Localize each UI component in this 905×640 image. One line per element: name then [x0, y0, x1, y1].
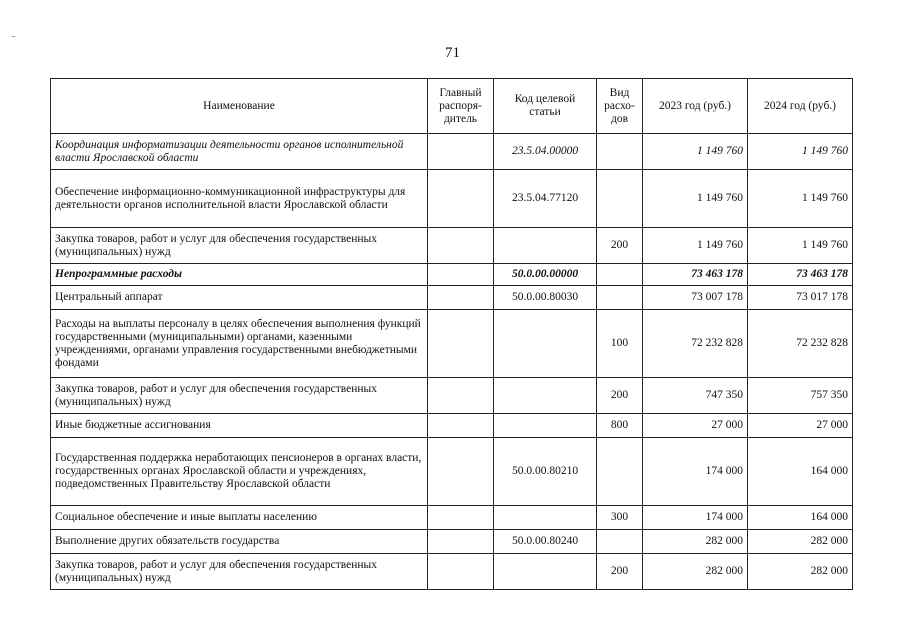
- cell-2023: 72 232 828: [643, 310, 748, 378]
- table-row: [51, 134, 853, 170]
- table-row: [51, 414, 853, 438]
- cell-2023: 174 000: [643, 506, 748, 530]
- cell-2023: 282 000: [643, 554, 748, 590]
- cell-exp-type: [597, 530, 643, 554]
- cell-2024: 282 000: [748, 554, 853, 590]
- cell-admin: [428, 134, 494, 170]
- cell-exp-type: [597, 170, 643, 228]
- cell-2023: 73 463 178: [643, 264, 748, 286]
- cell-code: 23.5.04.00000: [494, 134, 597, 170]
- cell-name: Государственная поддержка неработающих пенсионеров в органах власти, государственных органах Ярославской области и учреждениях, подведомственных Правительству Ярославской области: [51, 438, 428, 506]
- cell-name: Закупка товаров, работ и услуг для обеспечения государственных (муниципальных) нужд: [51, 554, 428, 590]
- cell-name: Иные бюджетные ассигнования: [51, 414, 428, 438]
- cell-2024: 73 463 178: [748, 264, 853, 286]
- cell-2023: 1 149 760: [643, 228, 748, 264]
- cell-code: 23.5.04.77120: [494, 170, 597, 228]
- cell-code: [494, 310, 597, 378]
- table-body: [51, 134, 853, 590]
- cell-2024: 1 149 760: [748, 170, 853, 228]
- cell-admin: [428, 310, 494, 378]
- cell-exp-type: [597, 134, 643, 170]
- cell-admin: [428, 530, 494, 554]
- budget-table: [50, 78, 853, 590]
- cell-name: Непрограммные расходы: [51, 264, 428, 286]
- table-row: [51, 170, 853, 228]
- cell-admin: [428, 554, 494, 590]
- cell-2024: 757 350: [748, 378, 853, 414]
- cell-2023: 27 000: [643, 414, 748, 438]
- cell-2024: 1 149 760: [748, 134, 853, 170]
- cell-code: [494, 506, 597, 530]
- cell-2024: 282 000: [748, 530, 853, 554]
- cell-exp-type: 200: [597, 378, 643, 414]
- cell-admin: [428, 506, 494, 530]
- cell-name: Центральный аппарат: [51, 286, 428, 310]
- cell-name: Выполнение других обязательств государства: [51, 530, 428, 554]
- cell-2023: 282 000: [643, 530, 748, 554]
- table-row: [51, 228, 853, 264]
- cell-exp-type: 100: [597, 310, 643, 378]
- cell-exp-type: 200: [597, 228, 643, 264]
- page-number: 71: [445, 45, 460, 61]
- cell-code: 50.0.00.80030: [494, 286, 597, 310]
- cell-code: [494, 378, 597, 414]
- header-code: Код целевой статьи: [494, 79, 597, 134]
- cell-admin: [428, 438, 494, 506]
- cell-2024: 27 000: [748, 414, 853, 438]
- header-exp-type: Вид расхо-дов: [597, 79, 643, 134]
- table-row: [51, 310, 853, 378]
- cell-admin: [428, 264, 494, 286]
- cell-name: Закупка товаров, работ и услуг для обеспечения государственных (муниципальных) нужд: [51, 228, 428, 264]
- table-row: [51, 554, 853, 590]
- table-row: [51, 286, 853, 310]
- cell-name: Координация информатизации деятельности органов исполнительной власти Ярославской области: [51, 134, 428, 170]
- cell-code: 50.0.00.80240: [494, 530, 597, 554]
- cell-exp-type: 200: [597, 554, 643, 590]
- cell-code: [494, 228, 597, 264]
- cell-name: Обеспечение информационно-коммуникационной инфраструктуры для деятельности органов исполнительной власти Ярославской области: [51, 170, 428, 228]
- cell-exp-type: [597, 438, 643, 506]
- cell-2023: 73 007 178: [643, 286, 748, 310]
- cell-code: 50.0.00.00000: [494, 264, 597, 286]
- cell-exp-type: 800: [597, 414, 643, 438]
- cell-2023: 1 149 760: [643, 134, 748, 170]
- cell-admin: [428, 228, 494, 264]
- cell-code: [494, 554, 597, 590]
- cell-code: 50.0.00.80210: [494, 438, 597, 506]
- table-row: [51, 264, 853, 286]
- header-admin: Главный распоря-дитель: [428, 79, 494, 134]
- scan-artifact: [12, 36, 15, 37]
- cell-exp-type: 300: [597, 506, 643, 530]
- table-row: [51, 378, 853, 414]
- cell-2024: 164 000: [748, 506, 853, 530]
- cell-admin: [428, 378, 494, 414]
- cell-exp-type: [597, 286, 643, 310]
- cell-code: [494, 414, 597, 438]
- header-name: Наименование: [51, 79, 428, 134]
- header-2024: 2024 год (руб.): [748, 79, 853, 134]
- cell-name: Социальное обеспечение и иные выплаты населению: [51, 506, 428, 530]
- cell-2023: 174 000: [643, 438, 748, 506]
- table-row: [51, 506, 853, 530]
- table-header-row: [51, 79, 853, 134]
- cell-2024: 73 017 178: [748, 286, 853, 310]
- cell-exp-type: [597, 264, 643, 286]
- cell-2024: 72 232 828: [748, 310, 853, 378]
- cell-2024: 164 000: [748, 438, 853, 506]
- cell-name: Закупка товаров, работ и услуг для обеспечения государственных (муниципальных) нужд: [51, 378, 428, 414]
- cell-2024: 1 149 760: [748, 228, 853, 264]
- table-row: [51, 438, 853, 506]
- cell-admin: [428, 170, 494, 228]
- header-2023: 2023 год (руб.): [643, 79, 748, 134]
- cell-admin: [428, 414, 494, 438]
- cell-2023: 747 350: [643, 378, 748, 414]
- cell-admin: [428, 286, 494, 310]
- cell-name: Расходы на выплаты персоналу в целях обеспечения выполнения функций государственными (муниципальными) органами, казенными учреждениями, органами управления государственными внебюджетными фондами: [51, 310, 428, 378]
- table-row: [51, 530, 853, 554]
- cell-2023: 1 149 760: [643, 170, 748, 228]
